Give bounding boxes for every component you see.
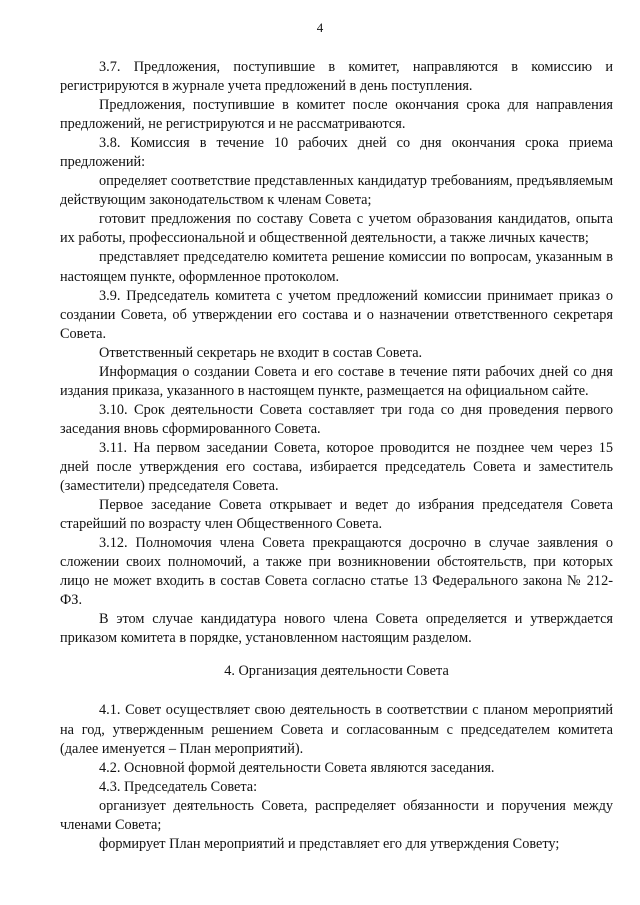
paragraph-4-2: 4.2. Основной формой деятельности Совета являются заседания. xyxy=(99,759,495,776)
paragraph-secretary: Ответственный секретарь не входит в состав Совета. xyxy=(99,344,423,361)
paragraph-presents-decision: представляет председателю комитета решение комиссии по вопросам, указанным в настоящем пункте, оформленное протоколом. xyxy=(60,249,613,285)
paragraph-first-meeting: Первое заседание Совета открывает и ведет до избрания председателя Совета старейший по возрасту член Общественного Совета. xyxy=(60,497,613,533)
paragraph-late-proposals: Предложения, поступившие в комитет после окончания срока для направления предложений, не регистрируются и не рассматриваются. xyxy=(60,97,613,133)
paragraph-forms-plan: формирует План мероприятий и представляет его для утверждения Совету; xyxy=(99,835,560,852)
paragraph-determines-compliance: определяет соответствие представленных кандидатур требованиям, предъявляемым действующим законодательством к членам Совета; xyxy=(60,173,613,209)
paragraph-3-11: 3.11. На первом заседании Совета, которое проводится не позднее чем через 15 дней после утверждения его состава, избирается председатель Совета и заместитель (заместители) председателя Совета. xyxy=(60,439,613,495)
paragraph-3-9: 3.9. Председатель комитета с учетом предложений комиссии принимает приказ о создании Совета, об утверждении его состава и о назначении ответственного секретаря Совета. xyxy=(60,287,613,342)
paragraph-4-1: 4.1. Совет осуществляет свою деятельность в соответствии с планом мероприятий на год, утвержденным решением Совета и согласованным с председателем комитета (далее именуется – План мероприятий). xyxy=(60,702,613,757)
section-heading: 4. Организация деятельности Совета xyxy=(224,663,449,680)
paragraph-3-8: 3.8. Комиссия в течение 10 рабочих дней со дня окончания срока приема предложений: xyxy=(60,135,613,171)
paragraph-3-10: 3.10. Срок деятельности Совета составляет три года со дня проведения первого заседания вновь сформированного Совета. xyxy=(60,401,613,437)
paragraph-organizes-activity: организует деятельность Совета, распределяет обязанности и поручения между членами Совета; xyxy=(60,797,613,833)
paragraph-new-member: В этом случае кандидатура нового члена Совета определяется и утверждается приказом комитета в порядке, установленном настоящим разделом. xyxy=(60,611,613,647)
document-body xyxy=(60,58,613,854)
page-number: 4 xyxy=(316,20,324,35)
paragraph-publication: Информация о создании Совета и его составе в течение пяти рабочих дней со дня издания приказа, указанного в настоящем пункте, размещается на официальном сайте. xyxy=(60,363,613,399)
paragraph-4-3: 4.3. Председатель Совета: xyxy=(99,778,258,795)
paragraph-3-7: 3.7. Предложения, поступившие в комитет, направляются в комиссию и регистрируются в журнале учета предложений в день поступления. xyxy=(60,59,613,95)
paragraph-3-12: 3.12. Полномочия члена Совета прекращаются досрочно в случае заявления о сложении своих полномочий, а также при возникновении обстоятельств, при которых лицо не может входить в состав Совета согласно статье 13 Федерального закона № 212-ФЗ. xyxy=(60,535,613,609)
paragraph-prepares-proposals: готовит предложения по составу Совета с учетом образования кандидатов, опыта их работы, профессиональной и общественной деятельности, а также личных качеств; xyxy=(60,211,613,247)
